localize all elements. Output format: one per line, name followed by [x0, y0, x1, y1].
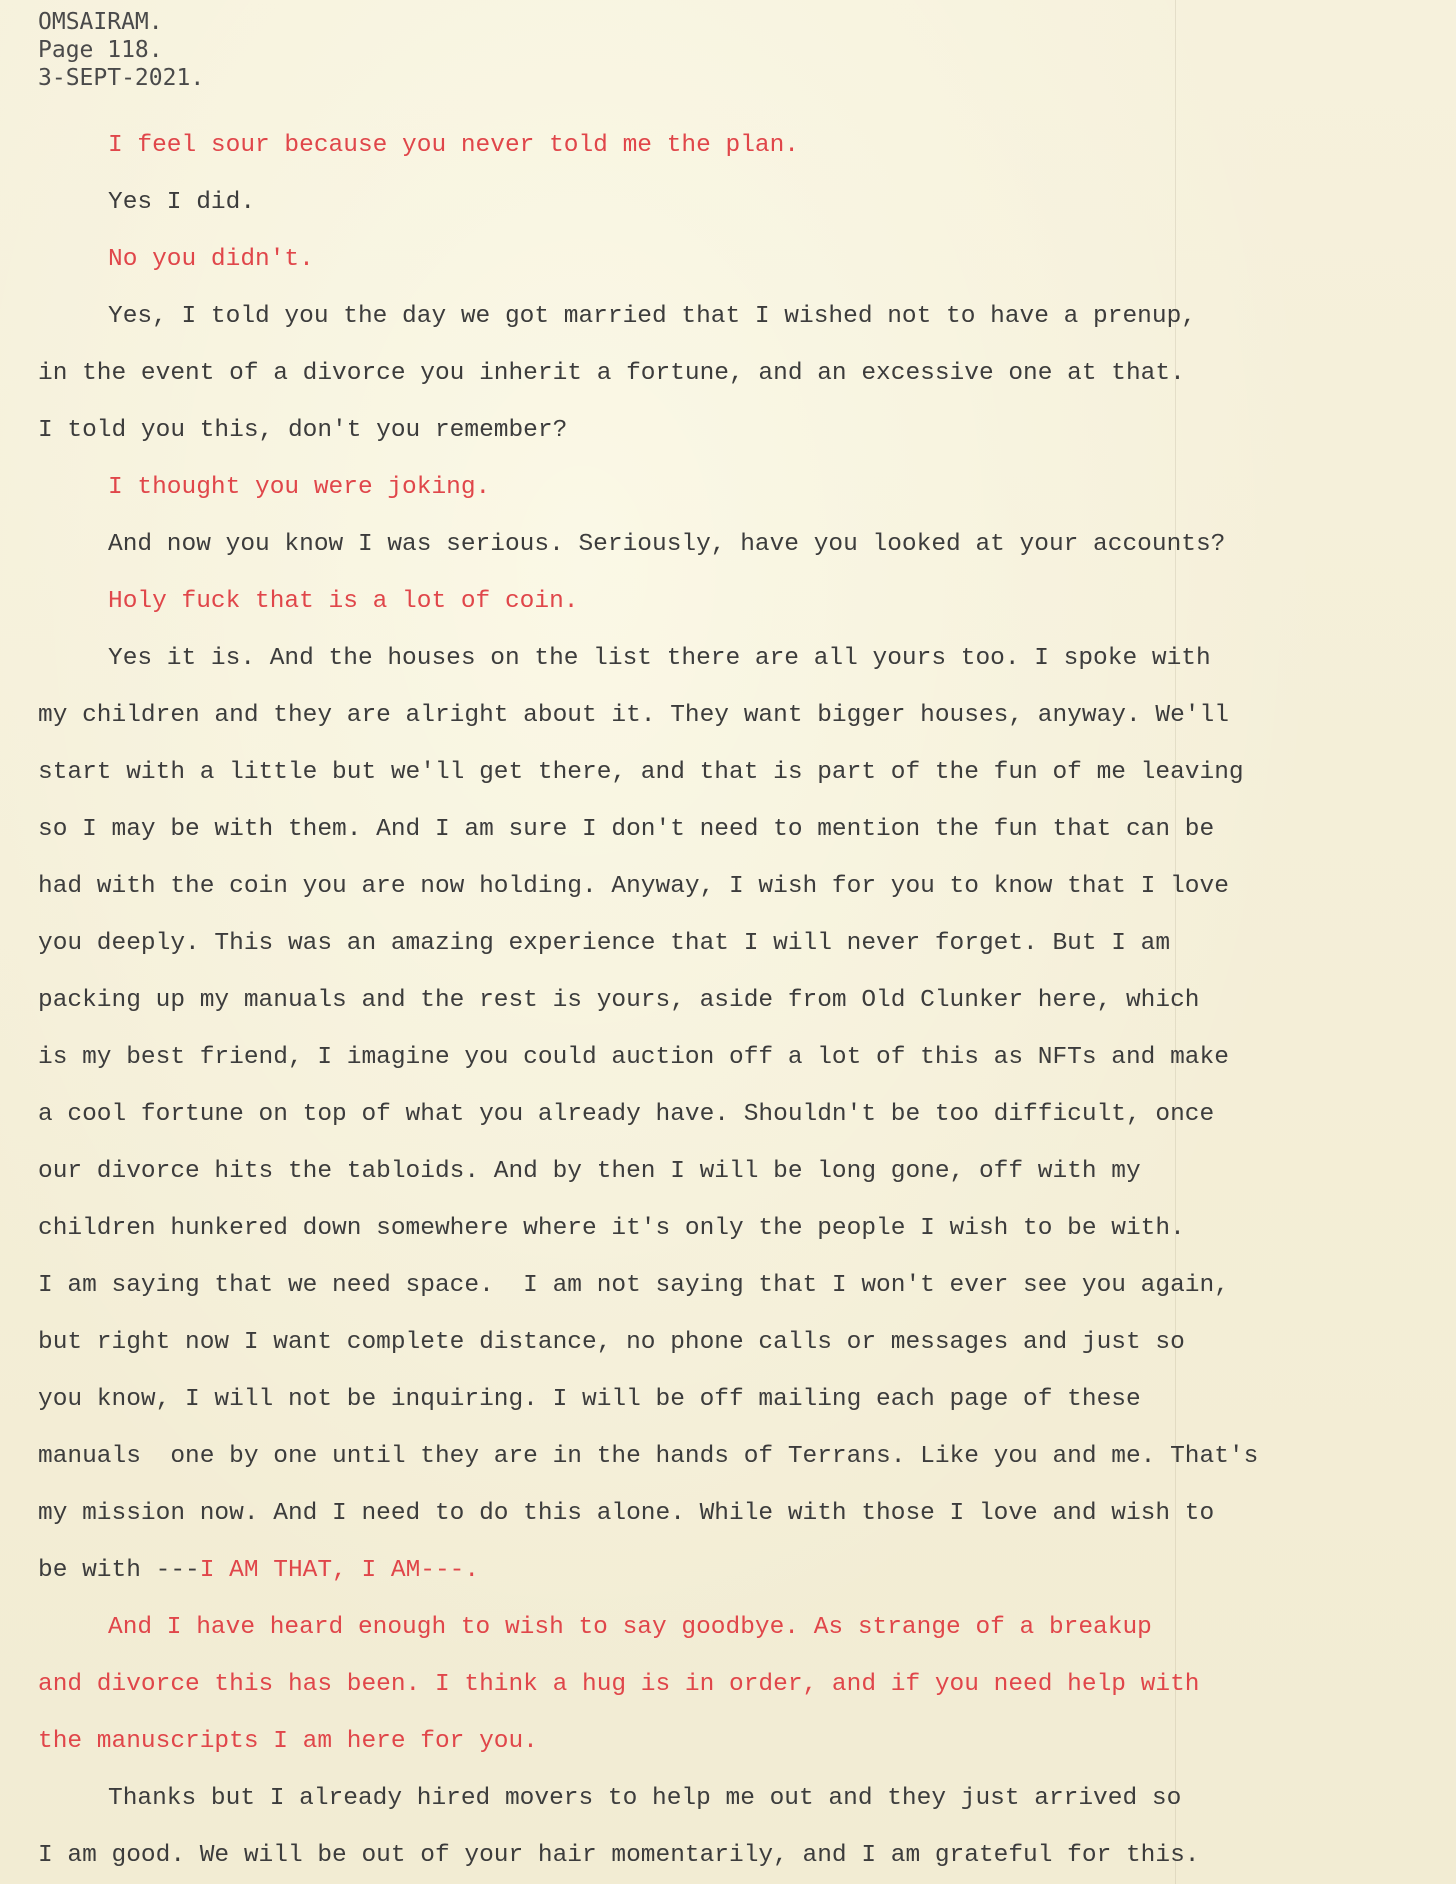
text-line — [38, 687, 1438, 744]
text-line — [38, 1428, 1438, 1485]
line-text: be with --- — [38, 1557, 200, 1584]
text-line — [38, 174, 1438, 231]
text-line — [38, 1599, 1438, 1656]
line-text: I am saying that we need space. I am not saying that I won't ever see you again, — [38, 1272, 1229, 1299]
text-line — [38, 1542, 1438, 1599]
text-line — [38, 516, 1438, 573]
line-text: packing up my manuals and the rest is yours, aside from Old Clunker here, which — [38, 987, 1200, 1014]
line-text: I am good. We will be out of your hair momentarily, and I am grateful for this. — [38, 1842, 1200, 1869]
header-date: 3-SEPT-2021. — [38, 65, 205, 91]
text-line — [38, 573, 1438, 630]
text-line — [38, 1029, 1438, 1086]
text-line — [38, 117, 1438, 174]
line-text: and divorce this has been. I think a hug is in order, and if you need help with — [38, 1671, 1200, 1698]
text-line — [38, 1143, 1438, 1200]
line-text: Yes it is. And the houses on the list there are all yours too. I spoke with — [108, 645, 1211, 672]
text-line — [38, 744, 1438, 801]
text-line — [38, 1713, 1438, 1770]
text-line — [38, 1827, 1438, 1884]
line-text: you know, I will not be inquiring. I will be off mailing each page of these — [38, 1386, 1141, 1413]
text-line — [38, 288, 1438, 345]
text-line — [38, 1770, 1438, 1827]
line-text: And now you know I was serious. Seriously, have you looked at your accounts? — [108, 531, 1226, 558]
line-text: Yes I did. — [108, 189, 256, 216]
text-line — [38, 972, 1438, 1029]
line-text: start with a little but we'll get there, and that is part of the fun of me leaving — [38, 759, 1244, 786]
text-line — [38, 630, 1438, 687]
text-line — [38, 1371, 1438, 1428]
line-text: the manuscripts I am here for you. — [38, 1728, 538, 1755]
line-text: but right now I want complete distance, no phone calls or messages and just so — [38, 1329, 1185, 1356]
line-text: Yes, I told you the day we got married that I wished not to have a prenup, — [108, 303, 1196, 330]
text-line — [38, 1257, 1438, 1314]
line-text: a cool fortune on top of what you already have. Shouldn't be too difficult, once — [38, 1101, 1215, 1128]
line-text: I told you this, don't you remember? — [38, 417, 568, 444]
text-line — [38, 459, 1438, 516]
line-text: And I have heard enough to wish to say goodbye. As strange of a breakup — [108, 1614, 1152, 1641]
text-line — [38, 1314, 1438, 1371]
line-text: so I may be with them. And I am sure I don't need to mention the fun that can be — [38, 816, 1215, 843]
text-line — [38, 231, 1438, 288]
document-body — [38, 117, 1438, 1884]
line-text: my children and they are alright about it. They want bigger houses, anyway. We'll — [38, 702, 1229, 729]
text-line — [38, 1200, 1438, 1257]
line-text: is my best friend, I imagine you could auction off a lot of this as NFTs and make — [38, 1044, 1229, 1071]
line-text: had with the coin you are now holding. Anyway, I wish for you to know that I love — [38, 873, 1229, 900]
page-header — [38, 8, 204, 92]
text-line — [38, 915, 1438, 972]
line-text: No you didn't. — [108, 246, 314, 273]
line-text: manuals one by one until they are in the hands of Terrans. Like you and me. That's — [38, 1443, 1259, 1470]
line-text: Holy fuck that is a lot of coin. — [108, 588, 579, 615]
line-text: my mission now. And I need to do this alone. While with those I love and wish to — [38, 1500, 1215, 1527]
text-line — [38, 858, 1438, 915]
line-text: I feel sour because you never told me the plan. — [108, 132, 800, 159]
line-text: our divorce hits the tabloids. And by then I will be long gone, off with my — [38, 1158, 1141, 1185]
text-line — [38, 345, 1438, 402]
text-line — [38, 1656, 1438, 1713]
header-page-number: Page 118. — [38, 37, 163, 63]
text-line — [38, 801, 1438, 858]
line-text: in the event of a divorce you inherit a fortune, and an excessive one at that. — [38, 360, 1185, 387]
line-text: I thought you were joking. — [108, 474, 491, 501]
text-line — [38, 1485, 1438, 1542]
text-line — [38, 402, 1438, 459]
line-text: children hunkered down somewhere where it's only the people I wish to be with. — [38, 1215, 1185, 1242]
line-text: you deeply. This was an amazing experience that I will never forget. But I am — [38, 930, 1171, 957]
line-text: I AM THAT, I AM---. — [199, 1557, 480, 1584]
line-text: Thanks but I already hired movers to help me out and they just arrived so — [108, 1785, 1182, 1812]
header-title: OMSAIRAM. — [38, 9, 163, 35]
text-line — [38, 1086, 1438, 1143]
